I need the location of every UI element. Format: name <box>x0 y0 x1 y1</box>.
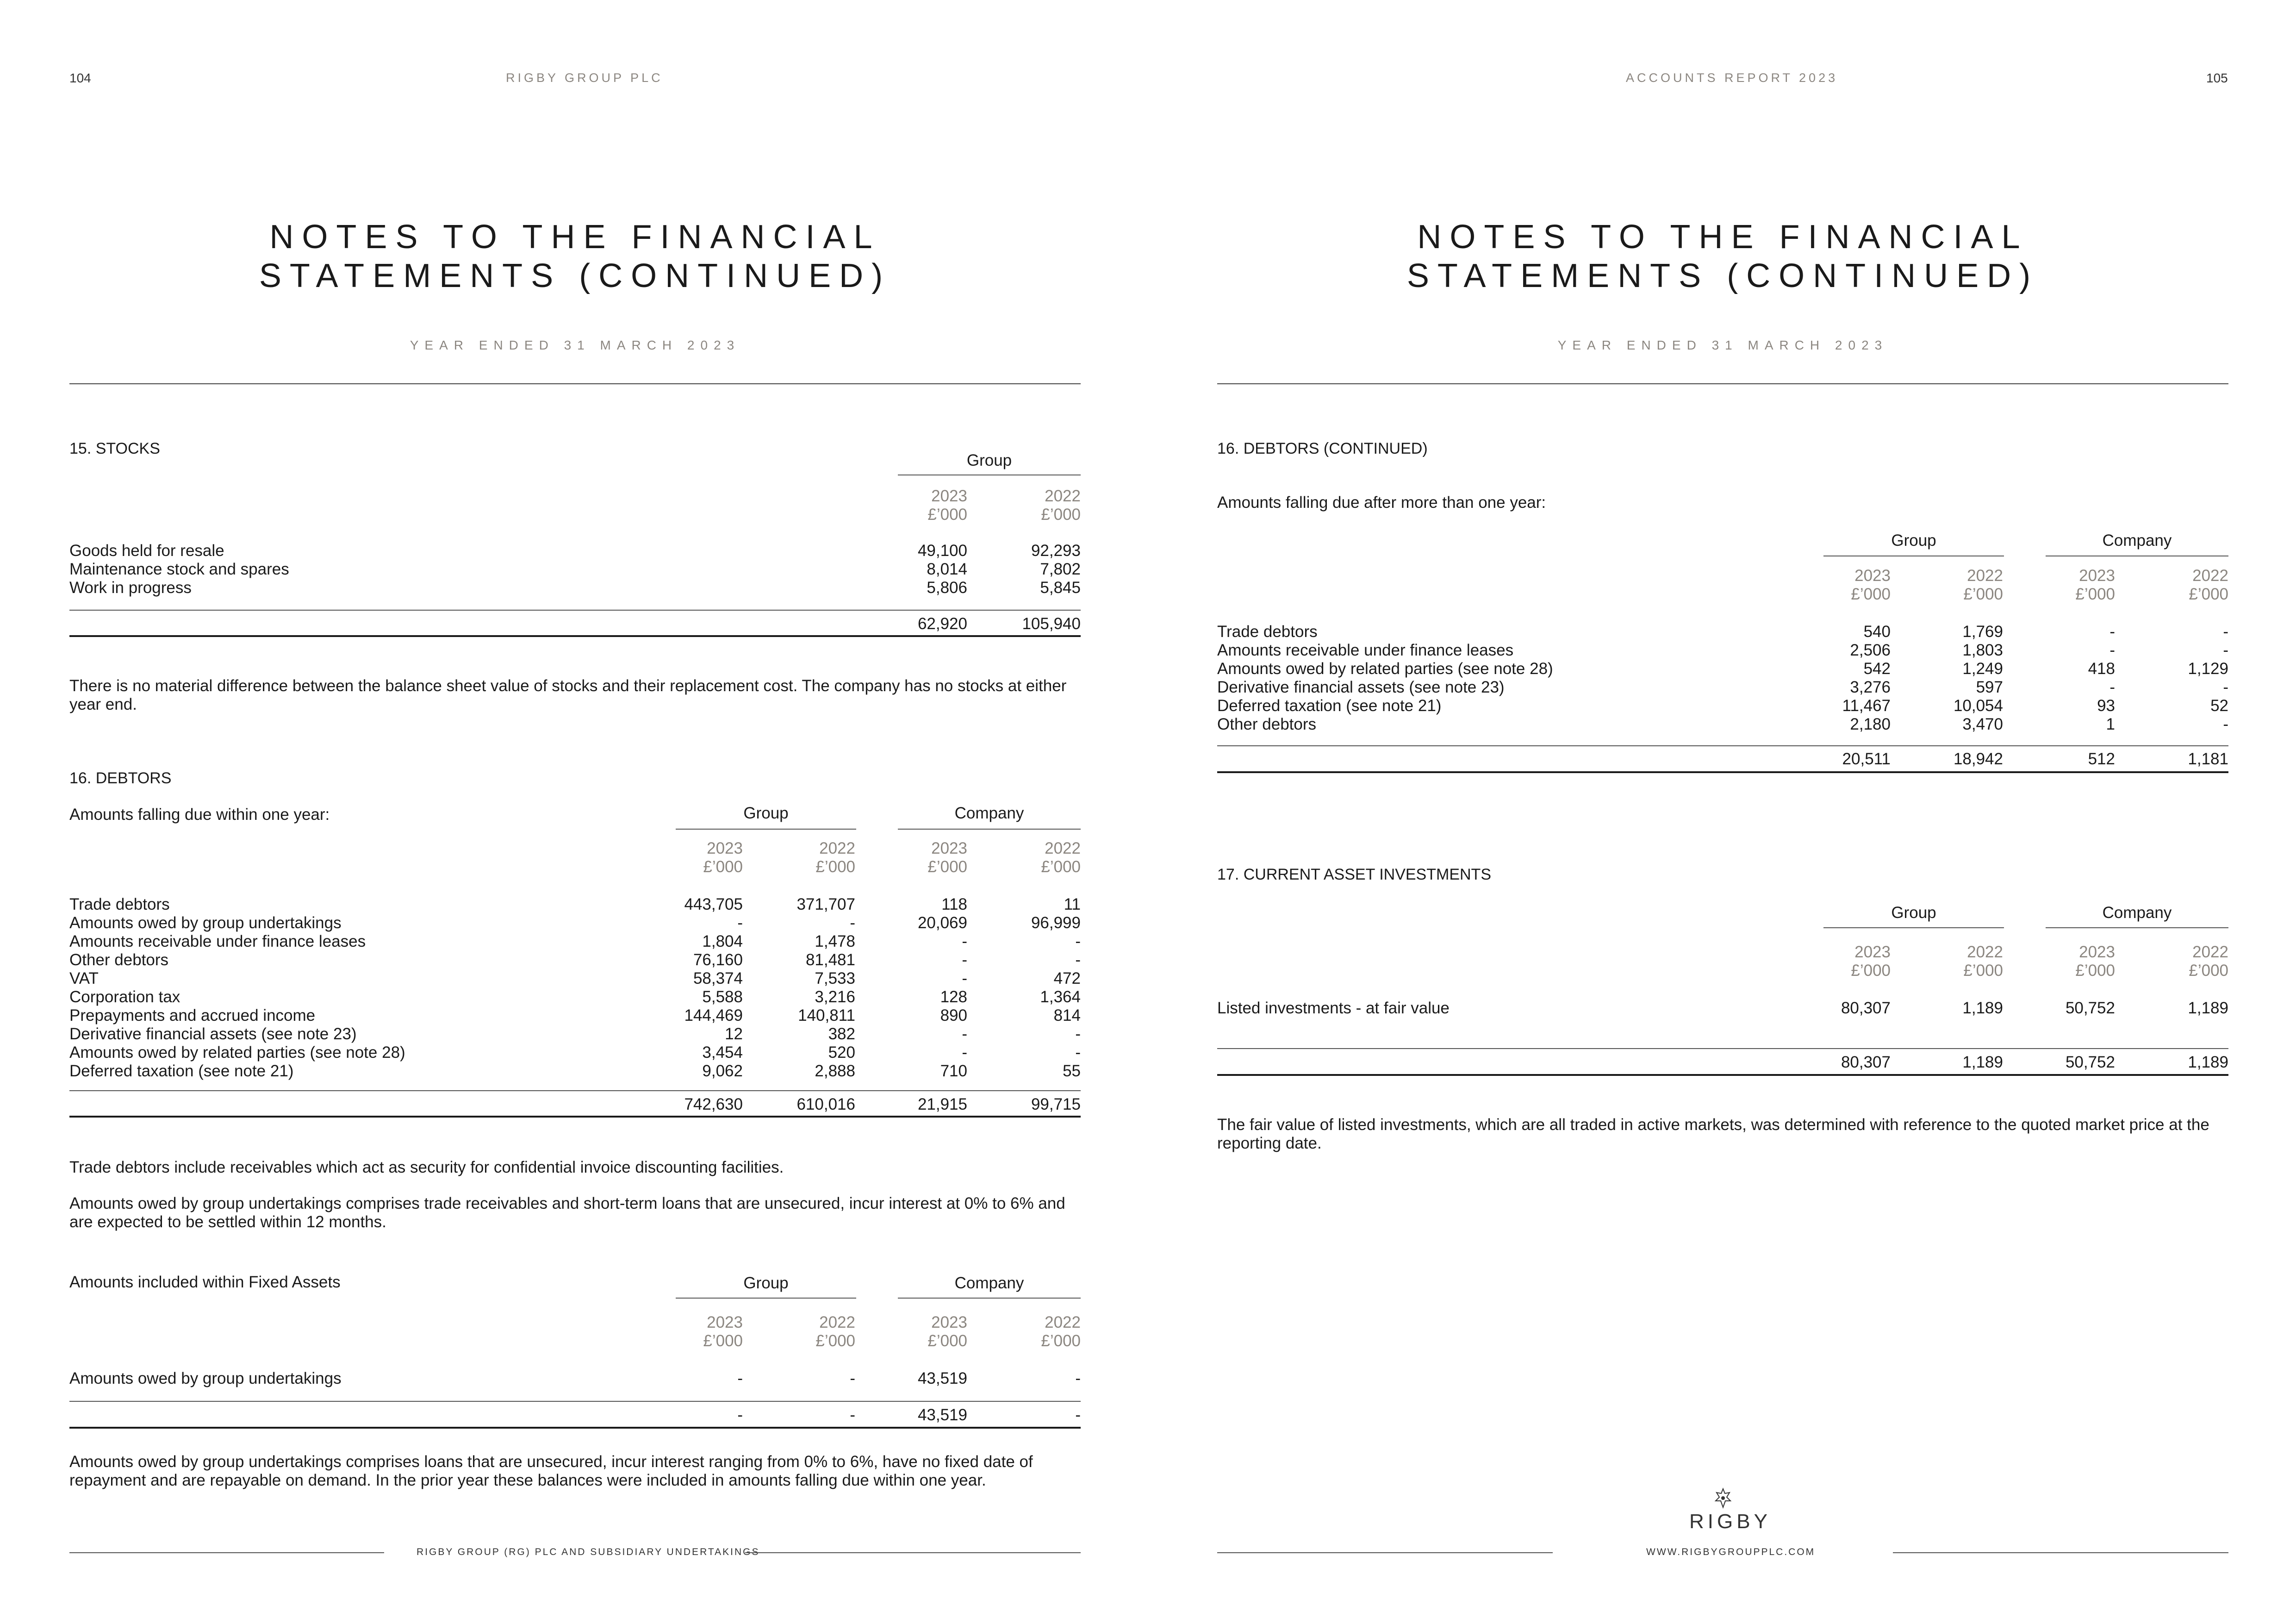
title-line-2: STATEMENTS (CONTINUED) <box>1406 257 2039 294</box>
debtors-subtotal-rule <box>69 1090 1081 1091</box>
debtors-cont-row-label: Trade debtors <box>1217 623 1318 641</box>
debtors-company-label: Company <box>954 804 1024 822</box>
stocks-group-label: Group <box>966 451 1012 469</box>
debtors-row-label: Deferred taxation (see note 21) <box>69 1062 294 1080</box>
debtors-cont-cell: - <box>2109 678 2115 696</box>
debtors-note-2: Amounts owed by group undertakings comprises trade receivables and short-term loans that are unsecured, incur interest at 0% to 6% and are expected to be settled within 12 months. <box>69 1194 1065 1231</box>
debtors-group-rule <box>676 829 856 830</box>
debtors-col-g2023: 2023 £’000 <box>703 839 743 876</box>
debtors-total: 610,016 <box>796 1095 855 1113</box>
fixed-assets-group-label: Group <box>743 1274 789 1292</box>
running-head: RIGBY GROUP PLC <box>506 71 663 85</box>
debtors-cont-cell: 3,470 <box>1962 715 2003 733</box>
debtors-cell: 20,069 <box>917 914 967 932</box>
header-divider <box>69 383 1081 384</box>
stocks-row-value: 5,845 <box>1040 579 1081 597</box>
debtors-cont-group-label: Group <box>1891 531 1936 550</box>
debtors-heading: 16. DEBTORS <box>69 769 172 787</box>
investments-company-label: Company <box>2102 904 2172 922</box>
investments-cell: 1,189 <box>2188 999 2228 1017</box>
debtors-cont-col-g2023: 2023 £’000 <box>1851 567 1891 603</box>
debtors-row-label: Derivative financial assets (see note 23) <box>69 1025 357 1043</box>
debtors-cell: 96,999 <box>1031 914 1081 932</box>
stocks-total-rule <box>69 635 1081 637</box>
debtors-row-label: VAT <box>69 969 99 987</box>
investments-col-c2022: 2022 £’000 <box>2189 943 2228 980</box>
debtors-total-rule <box>69 1116 1081 1118</box>
debtors-subheading: Amounts falling due within one year: <box>69 806 330 824</box>
stocks-total-2022: 105,940 <box>1022 615 1081 633</box>
title-line-1: NOTES TO THE FINANCIAL <box>269 219 881 256</box>
debtors-row-label: Trade debtors <box>69 895 170 913</box>
stocks-row-value: 92,293 <box>1031 542 1081 560</box>
page-number: 105 <box>2206 71 2228 85</box>
debtors-cell: 443,705 <box>684 895 743 913</box>
stocks-row-value: 8,014 <box>927 560 967 578</box>
debtors-cell: 55 <box>1063 1062 1081 1080</box>
debtors-company-rule <box>898 829 1081 830</box>
debtors-cell: 144,469 <box>684 1006 743 1024</box>
debtors-cont-cell: 52 <box>2210 697 2228 715</box>
debtors-cell: 140,811 <box>798 1006 855 1024</box>
stocks-row-value: 5,806 <box>927 579 967 597</box>
investments-cell: 50,752 <box>2065 999 2115 1017</box>
debtors-cont-cell: - <box>2223 678 2228 696</box>
debtors-cell: 58,374 <box>693 969 743 987</box>
rigby-crest-icon <box>1711 1487 1735 1511</box>
investments-cell: 1,189 <box>1962 999 2003 1017</box>
debtors-cont-col-c2023: 2023 £’000 <box>2075 567 2115 603</box>
investments-group-rule <box>1823 927 2004 928</box>
stocks-row-value: 49,100 <box>917 542 967 560</box>
debtors-cont-row-label: Amounts receivable under finance leases <box>1217 641 1514 659</box>
debtors-cell: - <box>962 932 967 950</box>
investments-total-rule <box>1217 1074 2228 1076</box>
debtors-cont-cell: 2,180 <box>1850 715 1891 733</box>
debtors-cell: 9,062 <box>702 1062 743 1080</box>
fixed-assets-total: 43,519 <box>917 1406 967 1424</box>
running-head: ACCOUNTS REPORT 2023 <box>1626 71 1838 85</box>
debtors-cell: - <box>850 914 855 932</box>
fixed-assets-group-rule <box>676 1298 856 1299</box>
investments-total: 50,752 <box>2065 1053 2115 1071</box>
investments-col-g2023: 2023 £’000 <box>1851 943 1891 980</box>
debtors-cont-company-label: Company <box>2102 531 2172 550</box>
investments-cell: 80,307 <box>1841 999 1891 1017</box>
debtors-cont-cell: 1 <box>2106 715 2115 733</box>
debtors-cell: - <box>1075 932 1081 950</box>
debtors-cell: - <box>1075 951 1081 969</box>
debtors-cell: 1,364 <box>1040 988 1081 1006</box>
debtors-cell: 890 <box>940 1006 967 1024</box>
footer-rule-left <box>69 1552 384 1553</box>
debtors-cont-cell: - <box>2223 623 2228 641</box>
page-subtitle: YEAR ENDED 31 MARCH 2023 <box>1557 338 1888 352</box>
fixed-assets-total: - <box>737 1406 743 1424</box>
title-line-1: NOTES TO THE FINANCIAL <box>1417 219 2028 256</box>
debtors-cell: 118 <box>941 895 967 913</box>
debtors-col-c2022: 2022 £’000 <box>1041 839 1081 876</box>
debtors-cont-cell: - <box>2223 715 2228 733</box>
debtors-cont-row-label: Other debtors <box>1217 715 1316 733</box>
footer-rule-left <box>1217 1552 1553 1553</box>
stocks-row-label: Goods held for resale <box>69 542 224 560</box>
stocks-row-label: Maintenance stock and spares <box>69 560 289 578</box>
debtors-cell: 1,804 <box>702 932 743 950</box>
debtors-cont-total: 512 <box>2088 750 2115 768</box>
investments-company-rule <box>2046 927 2228 928</box>
debtors-row-label: Corporation tax <box>69 988 180 1006</box>
debtors-cell: 1,478 <box>815 932 855 950</box>
debtors-cell: 7,533 <box>815 969 855 987</box>
debtors-cont-cell: - <box>2109 641 2115 659</box>
debtors-cell: - <box>737 914 743 932</box>
fixed-assets-col-g2023: 2023 £’000 <box>703 1313 743 1350</box>
right-page <box>1148 0 2296 1624</box>
investments-row-label: Listed investments - at fair value <box>1217 999 1450 1017</box>
investments-group-label: Group <box>1891 904 1936 922</box>
debtors-cell: 81,481 <box>805 951 855 969</box>
debtors-cont-cell: 3,276 <box>1850 678 1891 696</box>
fixed-assets-total: - <box>850 1406 855 1424</box>
fixed-assets-cell: - <box>850 1369 855 1387</box>
fixed-assets-col-c2022: 2022 £’000 <box>1041 1313 1081 1350</box>
debtors-cont-col-g2022: 2022 £’000 <box>1963 567 2003 603</box>
debtors-cont-subtotal-rule <box>1217 745 2228 746</box>
debtors-cont-cell: 1,249 <box>1962 660 2003 678</box>
page-title <box>69 218 1081 295</box>
investments-total: 1,189 <box>2188 1053 2228 1071</box>
debtors-cell: 472 <box>1053 969 1081 987</box>
debtors-cell: - <box>1075 1025 1081 1043</box>
fixed-assets-note: Amounts owed by group undertakings comprises loans that are unsecured, incur interest ranging from 0% to 6%, have no fixed date of repayment and are repayable on demand. In the prior year these balances were included in amounts falling due within one year. <box>69 1453 1033 1489</box>
footer-rule-right <box>1893 1552 2228 1553</box>
debtors-cont-cell: - <box>2223 641 2228 659</box>
investments-total: 80,307 <box>1841 1053 1891 1071</box>
fixed-assets-company-rule <box>898 1298 1081 1299</box>
page-subtitle: YEAR ENDED 31 MARCH 2023 <box>410 338 740 352</box>
debtors-cell: 520 <box>828 1043 855 1062</box>
debtors-cell: 5,588 <box>702 988 743 1006</box>
debtors-row-label: Amounts receivable under finance leases <box>69 932 366 950</box>
debtors-cont-row-label: Deferred taxation (see note 21) <box>1217 697 1442 715</box>
debtors-total: 21,915 <box>917 1095 967 1113</box>
fixed-assets-col-g2022: 2022 £’000 <box>815 1313 855 1350</box>
investments-heading: 17. CURRENT ASSET INVESTMENTS <box>1217 866 1491 883</box>
fixed-assets-cell: - <box>737 1369 743 1387</box>
rigby-logo-text: RIGBY <box>1689 1510 1771 1533</box>
stocks-row-value: 7,802 <box>1040 560 1081 578</box>
debtors-cell: 2,888 <box>815 1062 855 1080</box>
title-line-2: STATEMENTS (CONTINUED) <box>259 257 891 294</box>
debtors-cont-cell: 93 <box>2097 697 2115 715</box>
debtors-cont-total-rule <box>1217 771 2228 773</box>
footer-text: RIGBY GROUP (RG) PLC AND SUBSIDIARY UNDERTAKINGS <box>417 1547 760 1557</box>
fixed-assets-cell: 43,519 <box>917 1369 967 1387</box>
debtors-total: 742,630 <box>684 1095 743 1113</box>
debtors-cont-heading: 16. DEBTORS (CONTINUED) <box>1217 440 1428 457</box>
debtors-col-g2022: 2022 £’000 <box>815 839 855 876</box>
debtors-row-label: Amounts owed by related parties (see note 28) <box>69 1043 405 1062</box>
debtors-cell: - <box>962 969 967 987</box>
stocks-col-2023: 2023 £’000 <box>927 487 967 524</box>
investments-col-c2023: 2023 £’000 <box>2075 943 2115 980</box>
debtors-cont-cell: - <box>2109 623 2115 641</box>
fixed-assets-col-c2023: 2023 £’000 <box>927 1313 967 1350</box>
page-number: 104 <box>69 71 91 85</box>
debtors-cont-cell: 540 <box>1863 623 1891 641</box>
investments-subtotal-rule <box>1217 1048 2228 1049</box>
debtors-cont-row-label: Derivative financial assets (see note 23) <box>1217 678 1505 696</box>
investments-total: 1,189 <box>1962 1053 2003 1071</box>
stocks-row-label: Work in progress <box>69 579 192 597</box>
debtors-cell: 710 <box>940 1062 967 1080</box>
fixed-assets-row-label: Amounts owed by group undertakings <box>69 1369 342 1387</box>
stocks-total-2023: 62,920 <box>917 615 967 633</box>
debtors-cell: 382 <box>828 1025 855 1043</box>
debtors-row-label: Prepayments and accrued income <box>69 1006 316 1024</box>
debtors-cell: 76,160 <box>693 951 743 969</box>
debtors-cell: - <box>962 1043 967 1062</box>
debtors-cell: 12 <box>725 1025 743 1043</box>
debtors-row-label: Amounts owed by group undertakings <box>69 914 342 932</box>
debtors-cont-cell: 2,506 <box>1850 641 1891 659</box>
debtors-cont-col-c2022: 2022 £’000 <box>2189 567 2228 603</box>
investments-note: The fair value of listed investments, which are all traded in active markets, was determined with reference to the quoted market price at the reporting date. <box>1217 1116 2209 1152</box>
debtors-cell: 371,707 <box>796 895 855 913</box>
fixed-assets-subheading: Amounts included within Fixed Assets <box>69 1273 341 1291</box>
debtors-cont-cell: 542 <box>1863 660 1891 678</box>
investments-col-g2022: 2022 £’000 <box>1963 943 2003 980</box>
footer-url[interactable]: WWW.RIGBYGROUPPLC.COM <box>1646 1547 1816 1557</box>
debtors-cell: 128 <box>940 988 967 1006</box>
fixed-assets-cell: - <box>1075 1369 1081 1387</box>
debtors-cont-cell: 1,129 <box>2188 660 2228 678</box>
debtors-cont-cell: 597 <box>1976 678 2003 696</box>
debtors-cont-cell: 418 <box>2088 660 2115 678</box>
debtors-cont-total: 18,942 <box>1953 750 2003 768</box>
fixed-assets-total-rule <box>69 1427 1081 1429</box>
debtors-cell: - <box>1075 1043 1081 1062</box>
debtors-cell: 814 <box>1053 1006 1081 1024</box>
debtors-cell: 3,454 <box>702 1043 743 1062</box>
debtors-cell: 11 <box>1064 895 1081 913</box>
stocks-note: There is no material difference between the balance sheet value of stocks and their replacement cost. The company has no stocks at either year end. <box>69 677 1067 713</box>
debtors-note-1: Trade debtors include receivables which act as security for confidential invoice discounting facilities. <box>69 1158 784 1176</box>
header-divider <box>1217 383 2228 384</box>
debtors-total: 99,715 <box>1031 1095 1081 1113</box>
footer-rule-right <box>745 1552 1081 1553</box>
debtors-cont-total: 1,181 <box>2188 750 2228 768</box>
debtors-cont-total: 20,511 <box>1842 750 1891 768</box>
debtors-cont-subheading: Amounts falling due after more than one year: <box>1217 493 1546 512</box>
debtors-col-c2023: 2023 £’000 <box>927 839 967 876</box>
debtors-cell: 3,216 <box>815 988 855 1006</box>
stocks-col-2022: 2022 £’000 <box>1041 487 1081 524</box>
debtors-row-label: Other debtors <box>69 951 168 969</box>
stocks-heading: 15. STOCKS <box>69 440 160 457</box>
debtors-cell: - <box>962 951 967 969</box>
debtors-cell: - <box>962 1025 967 1043</box>
page-title <box>1217 218 2228 295</box>
debtors-cont-cell: 1,769 <box>1962 623 2003 641</box>
debtors-cont-cell: 11,467 <box>1842 697 1891 715</box>
debtors-cont-row-label: Amounts owed by related parties (see note 28) <box>1217 660 1553 678</box>
fixed-assets-total: - <box>1075 1406 1081 1424</box>
stocks-subtotal-rule <box>69 610 1081 611</box>
debtors-group-label: Group <box>743 804 789 822</box>
debtors-cont-cell: 10,054 <box>1953 697 2003 715</box>
fixed-assets-company-label: Company <box>954 1274 1024 1292</box>
debtors-cont-cell: 1,803 <box>1962 641 2003 659</box>
fixed-assets-subtotal-rule <box>69 1401 1081 1402</box>
